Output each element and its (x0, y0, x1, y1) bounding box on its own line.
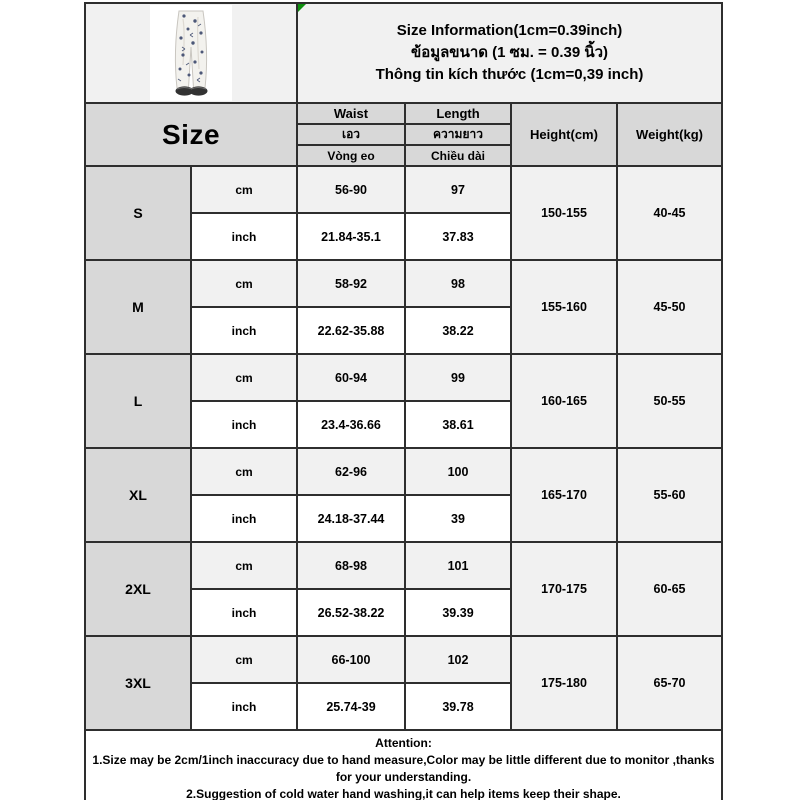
table-row-2xl-cm (85, 542, 722, 589)
waist-cm-value: 56-90 (297, 166, 405, 213)
size-info-title-th: ข้อมูลขนาด (1 ซม. = 0.39 นิ้ว) (410, 44, 609, 61)
height-column-header: Height(cm) (511, 103, 617, 166)
green-corner-marker-icon (298, 4, 306, 12)
height-value: 165-170 (511, 448, 617, 542)
unit-label: cm (191, 542, 297, 589)
height-value: 170-175 (511, 542, 617, 636)
size-column-header: Size (85, 103, 297, 166)
waist-inch-value: 22.62-35.88 (297, 307, 405, 354)
waist-cm-value: 66-100 (297, 636, 405, 683)
waist-header-en: Waist (297, 103, 405, 124)
size-info-title-vi: Thông tin kích thước (1cm=0,39 inch) (375, 66, 644, 83)
length-header-vi: Chiều dài (405, 145, 511, 166)
length-cm-value: 99 (405, 354, 511, 401)
weight-value: 60-65 (617, 542, 722, 636)
length-cm-value: 102 (405, 636, 511, 683)
unit-label: inch (191, 401, 297, 448)
product-image-cell (85, 3, 297, 103)
unit-label: inch (191, 589, 297, 636)
waist-inch-value: 26.52-38.22 (297, 589, 405, 636)
length-header-en: Length (405, 103, 511, 124)
attention-row (85, 730, 722, 800)
waist-cm-value: 68-98 (297, 542, 405, 589)
column-header-row-en (85, 103, 722, 124)
table-row-m-cm (85, 260, 722, 307)
length-inch-value: 38.61 (405, 401, 511, 448)
length-inch-value: 38.22 (405, 307, 511, 354)
waist-cm-value: 62-96 (297, 448, 405, 495)
size-info-header (297, 3, 722, 103)
length-cm-value: 97 (405, 166, 511, 213)
unit-label: cm (191, 166, 297, 213)
unit-label: cm (191, 636, 297, 683)
table-row-3xl-cm (85, 636, 722, 683)
waist-inch-value: 21.84-35.1 (297, 213, 405, 260)
waist-inch-value: 24.18-37.44 (297, 495, 405, 542)
length-cm-value: 100 (405, 448, 511, 495)
waist-header-vi: Vòng eo (297, 145, 405, 166)
table-row-s-cm (85, 166, 722, 213)
attention-note-1: 1.Size may be 2cm/1inch inaccuracy due to hand measure,Color may be little different due to monitor ,thanks for your understanding. (92, 753, 715, 784)
length-cm-value: 98 (405, 260, 511, 307)
table-row-xl-cm (85, 448, 722, 495)
pants-photo-illustration (150, 5, 232, 101)
unit-label: cm (191, 260, 297, 307)
size-label: S (85, 166, 191, 260)
size-info-title-en: Size Information(1cm=0.39inch) (396, 22, 623, 39)
weight-value: 55-60 (617, 448, 722, 542)
unit-label: cm (191, 448, 297, 495)
waist-header-th: เอว (297, 124, 405, 145)
unit-label: inch (191, 307, 297, 354)
waist-inch-value: 23.4-36.66 (297, 401, 405, 448)
size-label: XL (85, 448, 191, 542)
weight-value: 40-45 (617, 166, 722, 260)
length-inch-value: 39.39 (405, 589, 511, 636)
height-value: 160-165 (511, 354, 617, 448)
weight-column-header: Weight(kg) (617, 103, 722, 166)
size-table (84, 2, 723, 800)
product-photo (150, 5, 232, 101)
height-value: 150-155 (511, 166, 617, 260)
size-label: 3XL (85, 636, 191, 730)
table-header-row (85, 3, 722, 103)
length-cm-value: 101 (405, 542, 511, 589)
length-inch-value: 37.83 (405, 213, 511, 260)
weight-value: 65-70 (617, 636, 722, 730)
waist-cm-value: 58-92 (297, 260, 405, 307)
size-label: M (85, 260, 191, 354)
weight-value: 50-55 (617, 354, 722, 448)
unit-label: inch (191, 683, 297, 730)
attention-note-2: 2.Suggestion of cold water hand washing,it can help items keep their shape. (186, 787, 621, 800)
length-inch-value: 39 (405, 495, 511, 542)
waist-inch-value: 25.74-39 (297, 683, 405, 730)
weight-value: 45-50 (617, 260, 722, 354)
length-inch-value: 39.78 (405, 683, 511, 730)
waist-cm-value: 60-94 (297, 354, 405, 401)
height-value: 155-160 (511, 260, 617, 354)
height-value: 175-180 (511, 636, 617, 730)
unit-label: inch (191, 213, 297, 260)
unit-label: cm (191, 354, 297, 401)
size-chart-sheet (84, 2, 721, 800)
attention-cell (85, 730, 722, 800)
unit-label: inch (191, 495, 297, 542)
size-label: L (85, 354, 191, 448)
attention-title: Attention: (375, 736, 432, 750)
size-label: 2XL (85, 542, 191, 636)
length-header-th: ความยาว (405, 124, 511, 145)
table-row-l-cm (85, 354, 722, 401)
